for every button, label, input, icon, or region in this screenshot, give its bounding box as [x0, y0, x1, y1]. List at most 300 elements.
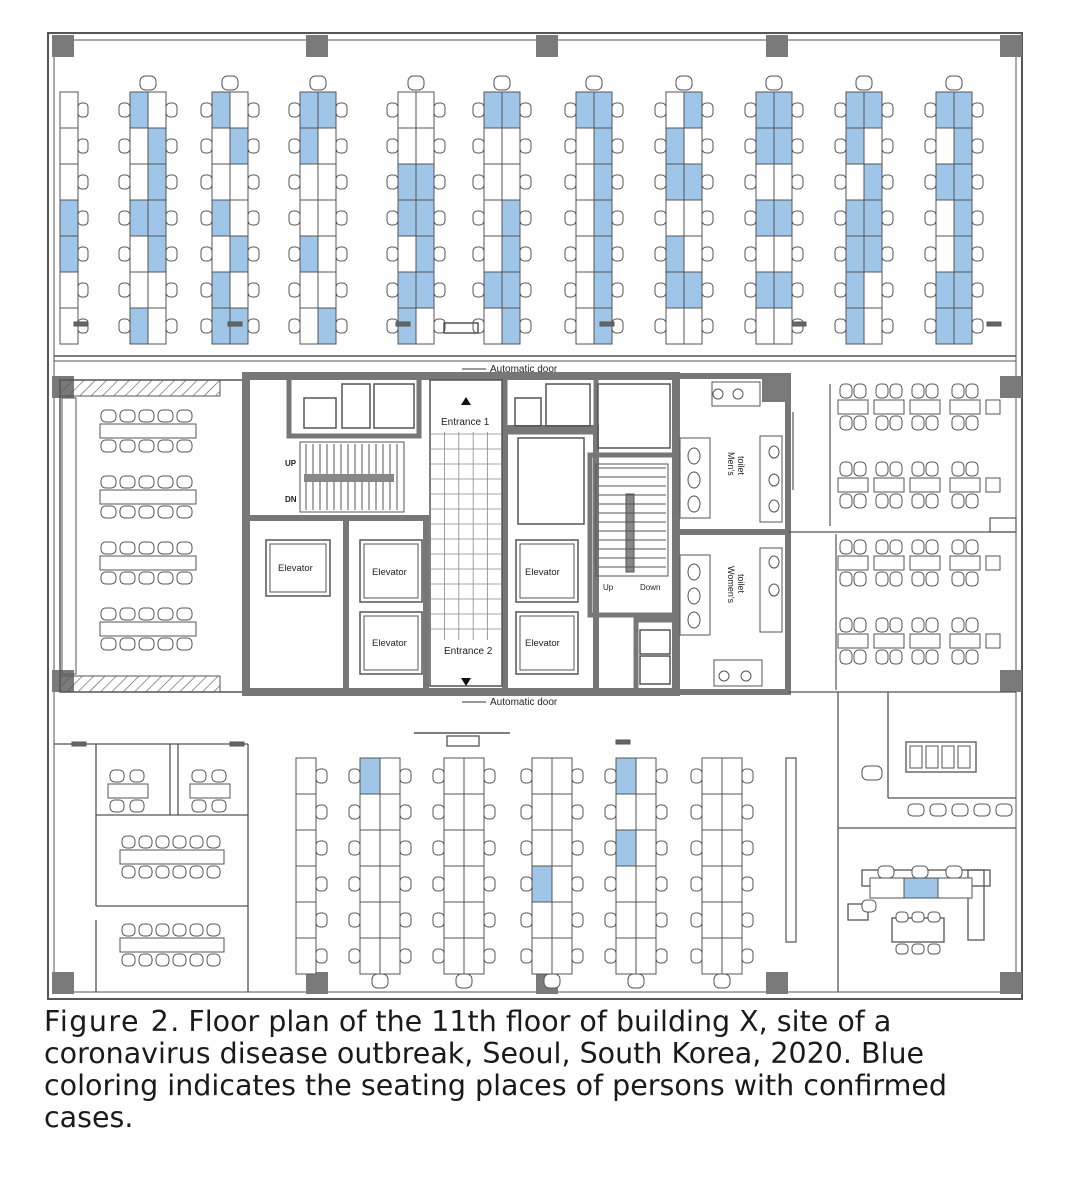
chair	[158, 506, 173, 518]
chair	[248, 103, 259, 117]
chair	[201, 139, 212, 153]
booth-table	[950, 478, 980, 492]
chair	[166, 211, 177, 225]
chair	[745, 319, 756, 333]
chair	[876, 618, 888, 632]
sink-fixture	[733, 389, 743, 399]
chair	[792, 247, 803, 261]
chair	[565, 283, 576, 297]
desk-cell	[484, 272, 502, 308]
chair	[316, 841, 327, 855]
booth-table	[838, 478, 868, 492]
chair	[158, 638, 173, 650]
desk-cell	[360, 866, 380, 902]
chair	[310, 76, 326, 90]
chair	[158, 542, 173, 554]
desk-cell	[416, 128, 434, 164]
desk-cell	[532, 758, 552, 794]
desk-cell	[380, 830, 400, 866]
chair	[912, 618, 924, 632]
chair	[520, 247, 531, 261]
chair	[190, 866, 203, 878]
desk-cell	[684, 308, 702, 344]
desk-cell	[864, 272, 882, 308]
chair	[222, 76, 238, 90]
chair	[119, 283, 130, 297]
chair	[605, 769, 616, 783]
desk-cell	[552, 794, 572, 830]
toilet-fixture	[688, 472, 700, 488]
chair	[876, 540, 888, 554]
chair	[926, 540, 938, 554]
chair	[177, 410, 192, 422]
small-table	[190, 784, 230, 798]
chair	[120, 476, 135, 488]
desk-cell	[576, 308, 594, 344]
chair	[926, 416, 938, 430]
chair	[946, 866, 962, 878]
desk-cell	[722, 902, 742, 938]
chair	[890, 416, 902, 430]
chair	[655, 247, 666, 261]
chair	[349, 805, 360, 819]
desk-cell	[774, 272, 792, 308]
desk-cell	[954, 236, 972, 272]
desk-cell	[846, 236, 864, 272]
chair	[316, 805, 327, 819]
chair	[289, 283, 300, 297]
chair	[78, 175, 88, 189]
chair	[158, 410, 173, 422]
chair	[139, 542, 154, 554]
chair	[120, 638, 135, 650]
chair	[119, 175, 130, 189]
desk-cell	[444, 866, 464, 902]
chair	[890, 462, 902, 476]
desk-cell	[846, 308, 864, 344]
chair	[926, 618, 938, 632]
chair	[336, 247, 347, 261]
desk-cell	[864, 200, 882, 236]
urinal-fixture	[769, 584, 779, 596]
chair	[926, 462, 938, 476]
desk-cell	[702, 902, 722, 938]
desk-cell	[60, 164, 78, 200]
chair	[702, 211, 713, 225]
urinal-fixture	[769, 500, 779, 512]
desk-cell	[954, 308, 972, 344]
chair	[745, 175, 756, 189]
chair	[434, 283, 445, 297]
chair	[248, 175, 259, 189]
bottom-right-fixtures	[862, 746, 1012, 954]
chair	[177, 572, 192, 584]
chair	[840, 494, 852, 508]
chair	[952, 618, 964, 632]
desk-cell	[380, 794, 400, 830]
chair	[520, 319, 531, 333]
chair	[349, 841, 360, 855]
chair	[207, 866, 220, 878]
chair	[702, 247, 713, 261]
desk-cell	[702, 758, 722, 794]
chair	[248, 139, 259, 153]
desk-cell	[130, 272, 148, 308]
chair	[433, 949, 444, 963]
chair	[173, 924, 186, 936]
urinal-fixture	[769, 556, 779, 568]
chair	[122, 954, 135, 966]
desk-cell	[148, 236, 166, 272]
chair	[177, 638, 192, 650]
chair	[316, 769, 327, 783]
chair	[745, 211, 756, 225]
chair	[494, 76, 510, 90]
desk-cell	[552, 866, 572, 902]
desk-cell	[552, 938, 572, 974]
chair	[952, 494, 964, 508]
chair	[139, 836, 152, 848]
chair	[316, 877, 327, 891]
chair	[456, 974, 472, 988]
chair	[912, 416, 924, 430]
desk-cell	[756, 200, 774, 236]
chair	[966, 384, 978, 398]
chair	[349, 913, 360, 927]
desk-cell	[616, 758, 636, 794]
chair	[473, 283, 484, 297]
bottom-right-office	[838, 692, 1016, 992]
chair	[876, 572, 888, 586]
chair	[120, 506, 135, 518]
desk-cell	[636, 758, 656, 794]
chair	[201, 103, 212, 117]
desk-cell	[666, 308, 684, 344]
chair	[835, 319, 846, 333]
chair	[656, 769, 667, 783]
chair	[434, 211, 445, 225]
chair	[896, 944, 908, 954]
chair	[434, 175, 445, 189]
desk-cell	[616, 866, 636, 902]
automatic-door-label-bottom: Automatic door	[490, 697, 558, 708]
chair	[702, 175, 713, 189]
chair	[173, 954, 186, 966]
core-rooms	[304, 384, 670, 684]
desk-cell	[360, 830, 380, 866]
chair	[745, 103, 756, 117]
chair	[473, 247, 484, 261]
chair	[930, 804, 946, 816]
desk-cell	[552, 758, 572, 794]
chair	[387, 103, 398, 117]
entrance-2-label: Entrance 2	[444, 646, 493, 657]
chair	[120, 410, 135, 422]
chair	[655, 211, 666, 225]
desk-cell	[398, 164, 416, 200]
chair	[942, 746, 954, 768]
chair	[349, 949, 360, 963]
booth-table	[986, 634, 1000, 648]
toilet-fixture	[688, 564, 700, 580]
chair	[101, 608, 116, 620]
chair	[119, 211, 130, 225]
chair	[792, 103, 803, 117]
chair	[101, 476, 116, 488]
chair	[912, 866, 928, 878]
desk-cell	[576, 92, 594, 128]
desk-cell	[360, 902, 380, 938]
desk-cell	[576, 164, 594, 200]
chair	[110, 800, 124, 812]
chair	[854, 540, 866, 554]
chair	[139, 476, 154, 488]
chair	[207, 954, 220, 966]
chair	[952, 462, 964, 476]
desk-cell	[230, 236, 248, 272]
desk-cell	[702, 794, 722, 830]
chair	[966, 462, 978, 476]
chair	[177, 542, 192, 554]
chair	[400, 877, 411, 891]
desk-cell	[684, 164, 702, 200]
chair	[890, 618, 902, 632]
chair	[605, 949, 616, 963]
desk-cell	[722, 758, 742, 794]
desk-cell	[398, 236, 416, 272]
desk-cell	[398, 128, 416, 164]
chair	[565, 139, 576, 153]
chair	[966, 572, 978, 586]
chair	[565, 175, 576, 189]
right-booths	[838, 384, 1000, 664]
elevators	[266, 540, 578, 674]
chair	[140, 76, 156, 90]
desk-cell	[60, 236, 78, 272]
chair	[586, 76, 602, 90]
chair	[248, 319, 259, 333]
chair	[926, 384, 938, 398]
desk-cell	[666, 164, 684, 200]
chair	[612, 283, 623, 297]
chair	[120, 542, 135, 554]
chair	[952, 416, 964, 430]
chair	[139, 866, 152, 878]
desk-cell	[212, 308, 230, 344]
desk-cell	[936, 308, 954, 344]
desk-cell	[954, 200, 972, 236]
desk-cell	[318, 200, 336, 236]
chair	[896, 912, 908, 922]
chair	[702, 139, 713, 153]
chair	[742, 913, 753, 927]
chair	[473, 103, 484, 117]
desk-cell	[318, 128, 336, 164]
chair	[78, 139, 88, 153]
chair	[177, 440, 192, 452]
chair	[190, 954, 203, 966]
toilet-fixture	[688, 496, 700, 512]
chair	[972, 247, 983, 261]
desk-cell	[936, 92, 954, 128]
chair	[656, 877, 667, 891]
chair	[166, 175, 177, 189]
chair	[434, 247, 445, 261]
chair	[349, 877, 360, 891]
chair	[912, 540, 924, 554]
chair	[192, 770, 206, 782]
desk-cell	[300, 272, 318, 308]
chair	[139, 608, 154, 620]
desk-cell	[636, 902, 656, 938]
chair	[792, 211, 803, 225]
desk-cell	[502, 164, 520, 200]
desk-cell	[360, 758, 380, 794]
chair	[289, 175, 300, 189]
entrance-arrows	[461, 397, 471, 686]
desk-cell	[502, 236, 520, 272]
chair	[876, 416, 888, 430]
chair	[434, 139, 445, 153]
chair	[122, 836, 135, 848]
chair	[349, 769, 360, 783]
bottom-right-workstation	[870, 866, 972, 898]
chair	[926, 494, 938, 508]
desk-cell	[464, 758, 484, 794]
desk-cell	[360, 938, 380, 974]
chair	[387, 247, 398, 261]
chair	[745, 139, 756, 153]
desk-cell	[722, 794, 742, 830]
chair	[876, 494, 888, 508]
chair	[387, 283, 398, 297]
desk-cell	[774, 128, 792, 164]
mens-toilet-label-1: Men's	[726, 452, 736, 476]
chair	[336, 211, 347, 225]
desk-cell	[756, 92, 774, 128]
bottom-left-tables	[108, 770, 230, 966]
desk-cell	[380, 866, 400, 902]
chair	[166, 139, 177, 153]
desk-cell	[398, 200, 416, 236]
chair	[400, 949, 411, 963]
booth-table	[874, 634, 904, 648]
chair	[139, 954, 152, 966]
chair	[289, 139, 300, 153]
booth-table	[910, 634, 940, 648]
desk-cell	[502, 200, 520, 236]
chair	[854, 462, 866, 476]
chair	[177, 608, 192, 620]
chair	[484, 769, 495, 783]
desk-cell	[296, 938, 316, 974]
desk-cell	[684, 236, 702, 272]
chair	[691, 949, 702, 963]
chair	[336, 139, 347, 153]
booth-table	[838, 634, 868, 648]
desk-cell	[722, 866, 742, 902]
desk-cell	[846, 92, 864, 128]
chair	[119, 319, 130, 333]
desk-cell	[502, 272, 520, 308]
chair	[120, 572, 135, 584]
desk-cell	[416, 92, 434, 128]
desk-cell	[60, 128, 78, 164]
chair	[248, 247, 259, 261]
desk-cell	[774, 164, 792, 200]
desk-cell	[722, 830, 742, 866]
chair	[544, 974, 560, 988]
desk-cell	[130, 236, 148, 272]
desk-cell	[684, 200, 702, 236]
desk-cell	[774, 200, 792, 236]
chair	[166, 283, 177, 297]
desk-cell	[148, 272, 166, 308]
chair	[952, 572, 964, 586]
chair	[835, 247, 846, 261]
chair	[890, 540, 902, 554]
chair	[207, 836, 220, 848]
desk-cell	[300, 308, 318, 344]
booth-table	[874, 400, 904, 414]
chair	[792, 139, 803, 153]
chair	[387, 211, 398, 225]
chair	[119, 103, 130, 117]
chair	[139, 572, 154, 584]
chair	[158, 608, 173, 620]
desk-cell	[936, 272, 954, 308]
chair	[745, 247, 756, 261]
desk-cell	[296, 758, 316, 794]
booth-table	[986, 556, 1000, 570]
chair	[656, 949, 667, 963]
chair	[952, 650, 964, 664]
chair	[908, 804, 924, 816]
chair	[173, 836, 186, 848]
chair	[925, 319, 936, 333]
desk-cell	[636, 830, 656, 866]
chair	[572, 913, 583, 927]
desk-cell	[864, 128, 882, 164]
chair	[926, 572, 938, 586]
toilet-fixture	[688, 448, 700, 464]
desk-cell	[318, 308, 336, 344]
desk-cell	[464, 794, 484, 830]
desk-cell	[576, 236, 594, 272]
desk-cell	[318, 92, 336, 128]
chair	[212, 770, 226, 782]
chair	[996, 804, 1012, 816]
chair	[166, 103, 177, 117]
workstation-cell	[870, 878, 904, 898]
chair	[289, 319, 300, 333]
chair	[792, 175, 803, 189]
chair	[702, 103, 713, 117]
workstation-cell	[904, 878, 938, 898]
chair	[78, 283, 88, 297]
chair	[336, 103, 347, 117]
desk-cell	[296, 794, 316, 830]
desk-cell	[502, 128, 520, 164]
desk-cell	[380, 902, 400, 938]
chair	[156, 954, 169, 966]
desk-cell	[594, 236, 612, 272]
chair	[742, 949, 753, 963]
desk-cell	[594, 272, 612, 308]
chair	[605, 913, 616, 927]
chair	[434, 103, 445, 117]
chair	[166, 319, 177, 333]
